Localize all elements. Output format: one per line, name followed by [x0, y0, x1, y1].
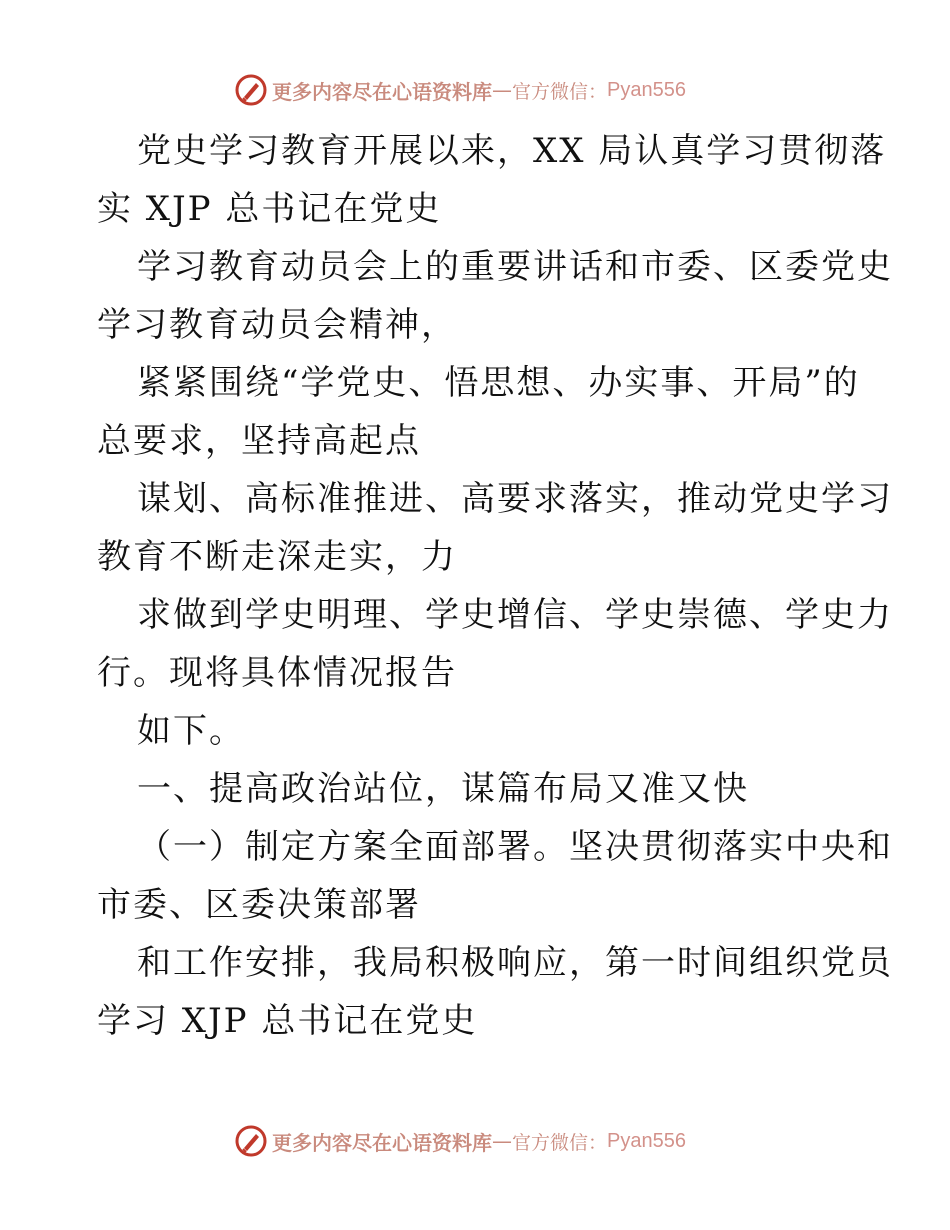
header-watermark	[234, 70, 734, 110]
section-heading: 一、提高政治站位，谋篇布局又准又快	[137, 769, 749, 809]
watermark-title: 更多内容尽在心语资料库	[272, 1130, 492, 1155]
text-line: 教育不断走深走实，力	[97, 537, 457, 577]
text-line: 学习教育动员会上的重要讲话和市委、区委党史	[137, 247, 893, 287]
text-line: 谋划、高标准推进、高要求落实，推动党史学习	[137, 479, 893, 519]
text-line: 学习教育动员会精神，	[97, 305, 457, 345]
footer-watermark	[234, 1121, 734, 1161]
text-line: 和工作安排，我局积极响应，第一时间组织党员	[137, 943, 893, 983]
pen-logo-icon	[234, 73, 268, 107]
text-line: 如下。	[137, 711, 245, 751]
watermark-title: 更多内容尽在心语资料库	[272, 79, 492, 104]
text-line: 求做到学史明理、学史增信、学史崇德、学史力	[137, 595, 893, 635]
watermark-dash: —	[492, 78, 512, 102]
text-line: 实 XJP 总书记在党史	[97, 189, 442, 229]
text-line: 紧紧围绕“学党史、悟思想、办实事、开局”的	[137, 363, 860, 403]
text-line: 学习 XJP 总书记在党史	[97, 1001, 478, 1041]
text-line: 党史学习教育开展以来，XX 局认真学习贯彻落	[137, 131, 887, 171]
text-line: 行。现将具体情况报告	[97, 653, 457, 693]
watermark-wechat-id: Pyan556	[607, 78, 686, 101]
subsection-heading: （一）制定方案全面部署。坚决贯彻落实中央和	[137, 827, 893, 867]
watermark-wechat-label: 官方微信：	[512, 1131, 608, 1154]
text-line: 总要求，坚持高起点	[97, 421, 421, 461]
document-body	[97, 122, 893, 1050]
watermark-wechat-id: Pyan556	[607, 1129, 686, 1152]
text-line: 市委、区委决策部署	[97, 885, 421, 925]
watermark-dash: —	[492, 1129, 512, 1153]
pen-logo-icon	[234, 1124, 268, 1158]
watermark-wechat-label: 官方微信：	[512, 80, 608, 103]
